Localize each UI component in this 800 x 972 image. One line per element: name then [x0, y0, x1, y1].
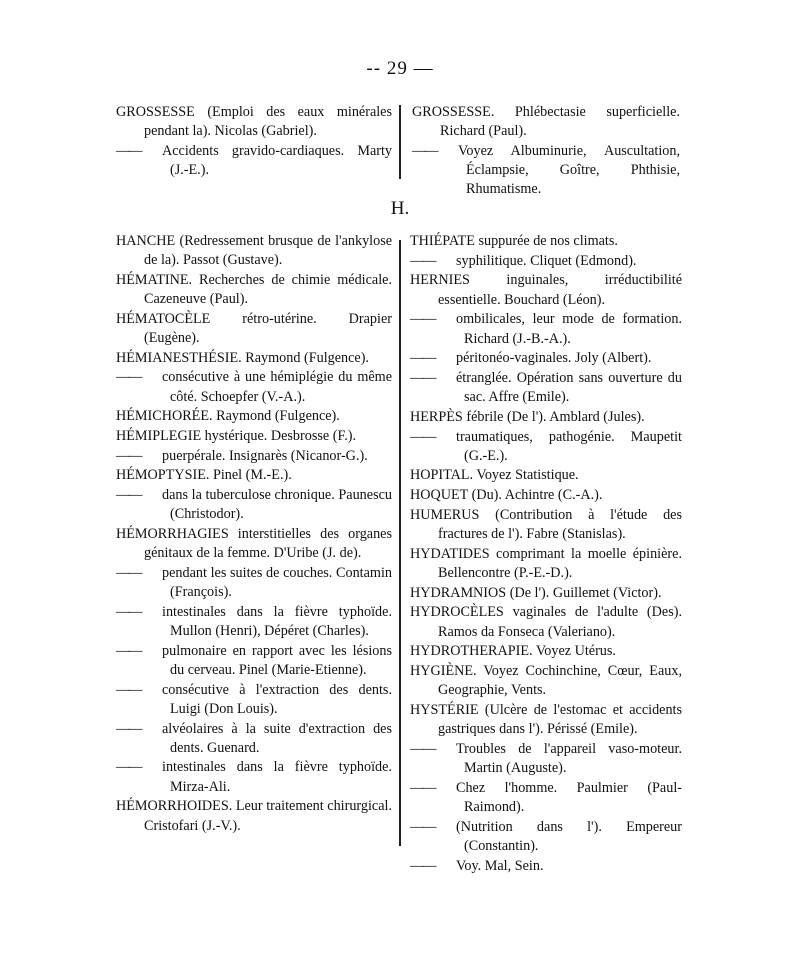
entry-heading: HÉMATOCÈLE: [116, 310, 211, 327]
entry-text: ombilicales, leur mode de formation. Richard (J.-B.-A.).: [456, 311, 682, 347]
index-subentry: [410, 349, 682, 368]
entry-text: pulmonaire en rapport avec les lésions du cerveau. Pinel (Marie-Etienne).: [162, 642, 392, 678]
index-entry: [116, 427, 392, 446]
index-entry: [116, 271, 392, 309]
ditto-dash: [410, 857, 456, 876]
entry-text: intestinales dans la fièvre typhoïde. Mirza-Ali.: [162, 759, 392, 795]
entry-text: Phlébectasie superficielle. Richard (Paul).: [440, 104, 680, 140]
index-subentry: [410, 818, 682, 856]
index-entry: [410, 545, 682, 583]
ditto-dash: [410, 779, 456, 798]
ditto-dash: [116, 758, 162, 777]
entry-text: fébrile (De l'). Amblard (Jules).: [466, 408, 645, 425]
ditto-dash: [410, 369, 456, 388]
entry-heading: THIÉPATE: [410, 233, 475, 249]
index-entry: [410, 506, 682, 544]
entry-text: péritonéo-vaginales. Joly (Albert).: [456, 350, 652, 367]
entry-text: (Emploi des eaux minérales pendant la). Nicolas (Gabriel).: [144, 104, 393, 140]
bottom-left-column: [116, 232, 392, 836]
index-entry: [116, 525, 392, 563]
entry-text: Raymond (Fulgence).: [216, 408, 340, 425]
entry-heading: HYDROCÈLES: [410, 604, 504, 621]
top-left-column: [116, 103, 392, 181]
ditto-dash: [410, 310, 456, 329]
index-entry: [116, 466, 392, 485]
index-entry: [410, 642, 682, 661]
entry-heading: HÉMATINE.: [116, 271, 193, 288]
index-subentry: [116, 681, 392, 719]
entry-text: (Contribution à l'étude des fractures de l'). Fabre (Stanislas).: [438, 506, 682, 543]
entry-text: hystérique. Desbrosse (F.).: [204, 428, 357, 445]
index-subentry: [410, 857, 682, 876]
index-subentry: [116, 447, 392, 466]
ditto-dash: [116, 486, 162, 505]
index-subentry: [410, 310, 682, 348]
ditto-dash: [116, 142, 162, 161]
entry-heading: HOQUET: [410, 487, 469, 504]
index-subentry: [116, 758, 392, 796]
index-entry: [410, 408, 682, 427]
entry-text: (Du). Achintre (C.-A.).: [471, 487, 603, 504]
ditto-dash: [116, 447, 162, 466]
entry-text: intestinales dans la fièvre typhoïde. Mullon (Henri), Dépéret (Charles).: [162, 603, 392, 640]
index-subentry: [116, 486, 392, 524]
entry-heading: HERPÈS: [410, 408, 463, 425]
ditto-dash: [116, 642, 162, 661]
ditto-dash: [410, 349, 456, 368]
entry-heading: HÉMOPTYSIE.: [116, 467, 210, 484]
entry-heading: HYSTÉRIE: [410, 701, 479, 718]
index-entry: [410, 271, 682, 309]
index-subentry: [116, 368, 392, 406]
ditto-dash: [410, 428, 456, 447]
entry-text: inguinales, irréductibilité essentielle. Bouchard (Léon).: [438, 272, 683, 308]
index-subentry: [410, 740, 682, 778]
top-right-column: [412, 103, 680, 200]
index-entry: [410, 701, 682, 739]
entry-heading: HÉMORRHAGIES: [116, 526, 229, 543]
column-divider: [399, 105, 401, 179]
entry-text: Accidents gravido-cardiaques. Marty (J.-E.).: [162, 142, 392, 179]
entry-text: interstitielles des organes génitaux de la femme. D'Uribe (J. de).: [144, 526, 392, 562]
entry-text: suppurée de nos climats.: [478, 233, 618, 249]
entry-text: consécutive à l'extraction des dents. Luigi (Don Louis).: [162, 681, 392, 717]
entry-heading: HÉMIPLEGIE: [116, 428, 202, 445]
index-entry: [116, 797, 392, 835]
index-subentry: [116, 642, 392, 680]
entry-text: Voyez Utérus.: [535, 643, 616, 660]
index-subentry: [410, 252, 682, 271]
index-entry: [410, 232, 682, 251]
entry-text: rétro-utérine. Drapier (Eugène).: [144, 310, 392, 347]
entry-heading: HYDRAMNIOS: [410, 584, 507, 601]
entry-text: Leur traitement chirurgical. Cristofari (J.-V.).: [144, 798, 393, 834]
entry-text: (Nutrition dans l'). Empereur (Constantin).: [456, 818, 682, 854]
ditto-dash: [410, 252, 456, 271]
entry-text: (De l'). Guillemet (Victor).: [509, 584, 662, 601]
entry-heading: HUMERUS: [410, 506, 480, 523]
column-divider: [399, 240, 401, 846]
entry-text: Voyez Cochinchine, Cœur, Eaux, Geographie, Vents.: [438, 662, 682, 699]
index-subentry: [410, 428, 682, 466]
entry-text: Recherches de chimie médicale. Cazeneuve (Paul).: [144, 271, 392, 308]
section-letter: H.: [390, 198, 410, 219]
index-subentry: [116, 720, 392, 758]
entry-heading: HYGIÈNE.: [410, 662, 477, 679]
entry-heading: HANCHE: [116, 233, 176, 249]
entry-text: consécutive à une hémiplégie du même côté. Schoepfer (V.-A.).: [162, 369, 392, 405]
ditto-dash: [410, 740, 456, 759]
index-entry: [410, 584, 682, 603]
entry-text: pendant les suites de couches. Contamin (François).: [162, 564, 392, 601]
ditto-dash: [116, 720, 162, 739]
ditto-dash: [410, 818, 456, 837]
entry-text: syphilitique. Cliquet (Edmond).: [456, 252, 637, 269]
entry-text: alvéolaires à la suite d'extraction des dents. Guenard.: [162, 720, 392, 756]
entry-heading: HERNIES: [410, 272, 470, 289]
ditto-dash: [412, 142, 458, 161]
entry-text: Chez l'homme. Paulmier (Paul-Raimond).: [456, 779, 682, 815]
ditto-dash: [116, 368, 162, 387]
index-subentry: [116, 564, 392, 602]
entry-text: étranglée. Opération sans ouverture du sac. Affre (Emile).: [456, 369, 682, 406]
entry-text: (Redressement brusque de l'ankylose de la). Passot (Gustave).: [144, 233, 393, 269]
ditto-dash: [116, 564, 162, 583]
entry-text: (Ulcère de l'estomac et accidents gastriques dans l'). Périssé (Emile).: [438, 701, 683, 738]
index-entry: [410, 466, 682, 485]
entry-text: comprimant la moelle épinière. Bellencontre (P.-E.-D.).: [438, 545, 682, 581]
index-entry: [410, 603, 682, 641]
index-subentry: [412, 142, 680, 200]
entry-text: Voy. Mal, Sein.: [456, 857, 544, 874]
entry-text: traumatiques, pathogénie. Maupetit (G.-E.).: [456, 428, 682, 464]
index-subentry: [410, 779, 682, 817]
entry-heading: HÉMIANESTHÉSIE.: [116, 349, 242, 366]
index-subentry: [116, 142, 392, 180]
entry-heading: HÉMICHORÉE.: [116, 408, 213, 425]
entry-text: Pinel (M.-E.).: [212, 467, 292, 484]
entry-text: Troubles de l'appareil vaso-moteur. Martin (Auguste).: [456, 740, 682, 776]
entry-text: Voyez Albuminurie, Auscultation, Éclampsie, Goître, Phthisie, Rhumatisme.: [458, 142, 680, 198]
entry-heading: HYDATIDES: [410, 545, 490, 562]
entry-text: Raymond (Fulgence).: [245, 349, 369, 366]
index-entry: [116, 349, 392, 368]
index-entry: [116, 232, 392, 270]
entry-heading: HÉMORRHOIDES.: [116, 798, 233, 815]
index-entry: [412, 103, 680, 141]
entry-text: dans la tuberculose chronique. Paunescu (Christodor).: [162, 487, 392, 523]
index-subentry: [410, 369, 682, 407]
ditto-dash: [116, 681, 162, 700]
entry-heading: GROSSESSE.: [412, 104, 495, 120]
entry-heading: GROSSESSE: [116, 104, 195, 120]
index-entry: [116, 407, 392, 426]
entry-heading: HYDROTHERAPIE.: [410, 643, 533, 660]
index-entry: [410, 662, 682, 700]
entry-text: Voyez Statistique.: [476, 467, 579, 484]
entry-text: vaginales de l'adulte (Des). Ramos da Fonseca (Valeriano).: [438, 604, 682, 640]
index-entry: [410, 486, 682, 505]
index-entry: [116, 310, 392, 348]
entry-heading: HOPITAL.: [410, 467, 474, 484]
ditto-dash: [116, 603, 162, 622]
bottom-right-column: [410, 232, 682, 876]
entry-text: puerpérale. Insignarès (Nicanor-G.).: [162, 447, 368, 464]
page-number: -- 29 —: [366, 58, 434, 79]
index-subentry: [116, 603, 392, 641]
index-entry: [116, 103, 392, 141]
